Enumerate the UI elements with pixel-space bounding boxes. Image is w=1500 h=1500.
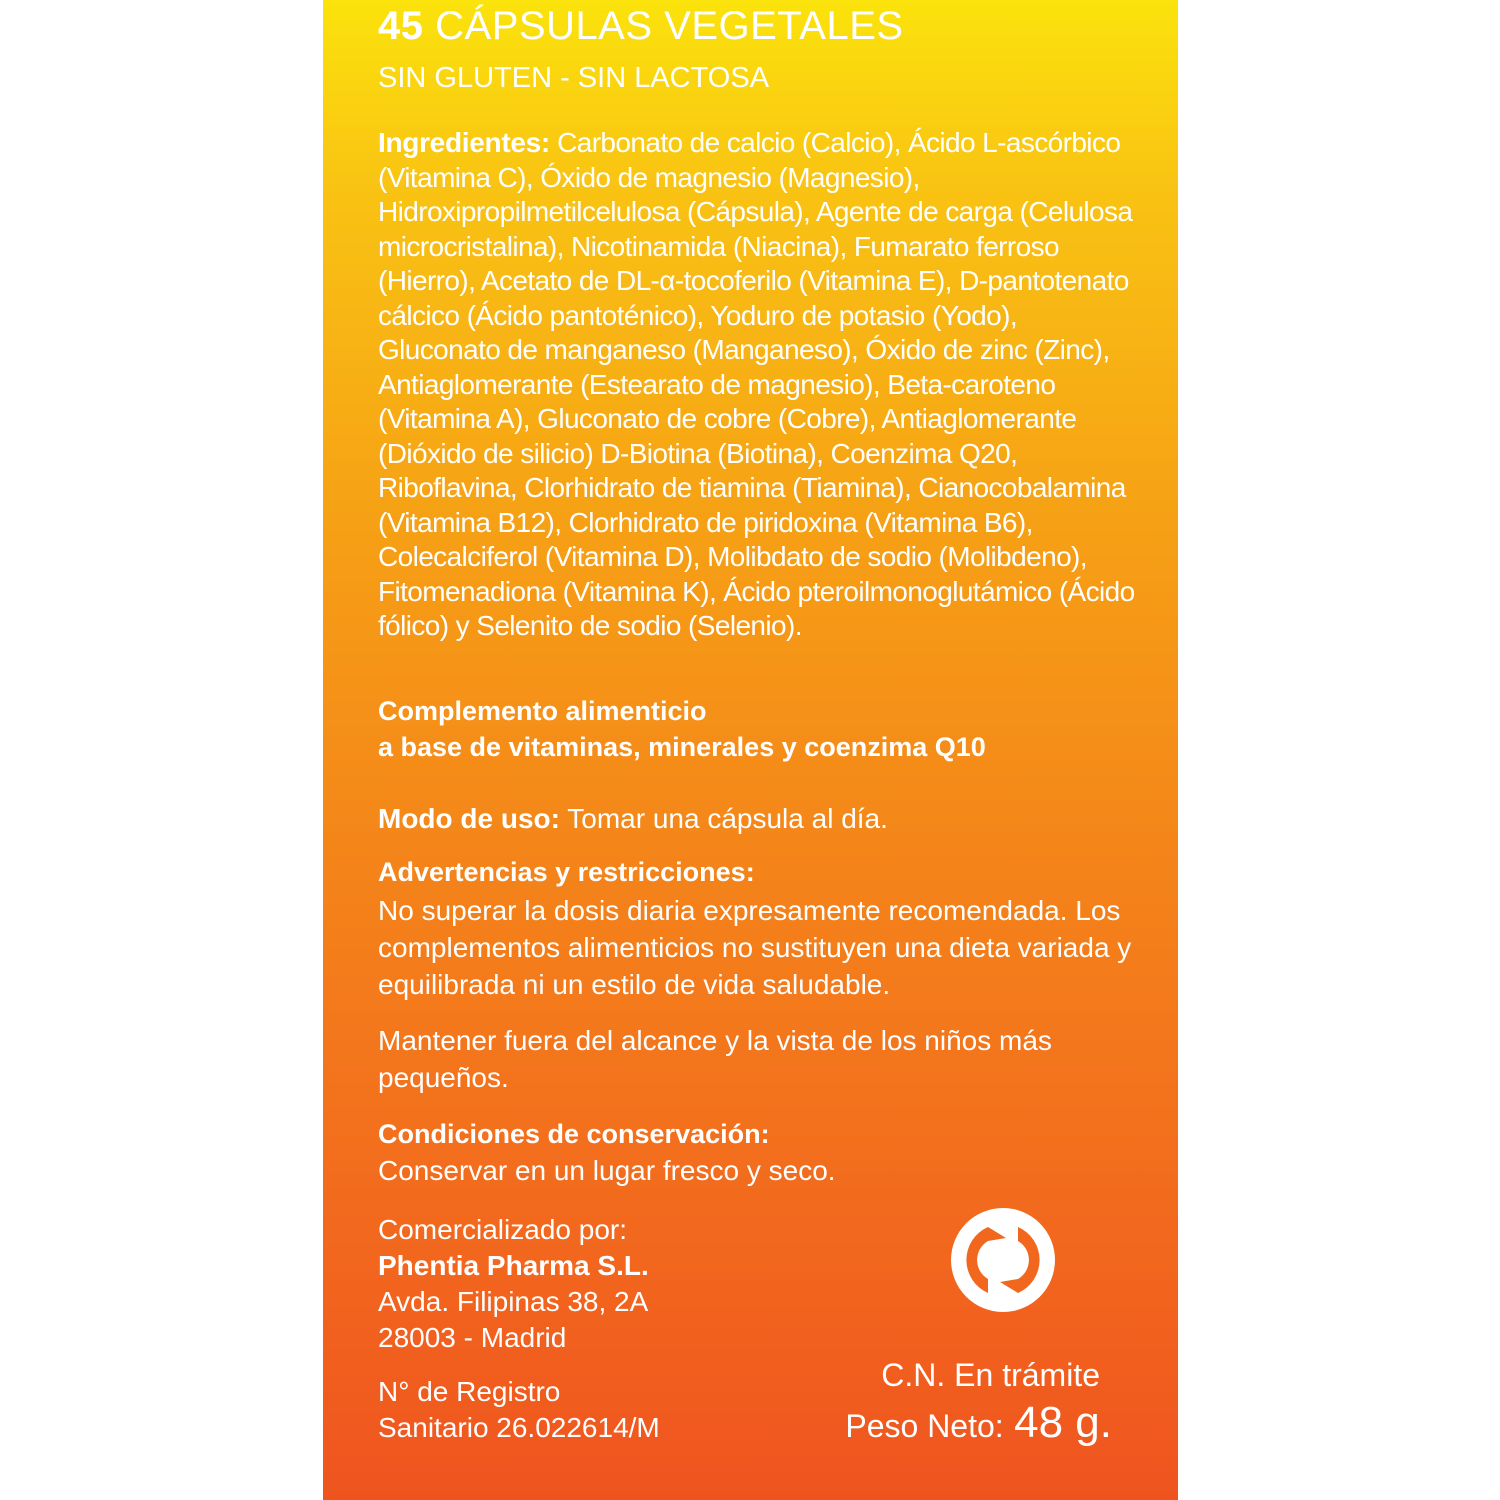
distributor-address-2: 28003 - Madrid (378, 1322, 567, 1353)
ingredients-block (378, 126, 1138, 644)
distributor-address-1: Avda. Filipinas 38, 2A (378, 1286, 649, 1317)
usage-block (378, 800, 1138, 837)
product-label-panel (323, 0, 1178, 1500)
distributor-company: Phentia Pharma S.L. (378, 1250, 649, 1281)
registration-line-1: N° de Registro (378, 1376, 561, 1407)
product-subtitle: SIN GLUTEN - SIN LACTOSA (378, 62, 770, 94)
usage-label: Modo de uso: (378, 803, 560, 834)
ingredients-label: Ingredientes: (378, 127, 550, 158)
registration-line-2: Sanitario 26.022614/M (378, 1412, 660, 1443)
warnings-text: No superar la dosis diaria expresamente recomendada. Los complementos alimenticios no sustituyen una dieta variada y equilibrada ni un estilo de vida saludable. (378, 895, 1132, 1000)
supplement-line-1: Complemento alimenticio (378, 696, 707, 726)
supplement-line-2: a base de vitaminas, minerales y coenzima Q10 (378, 732, 986, 762)
cn-code: C.N. En trámite (881, 1357, 1100, 1393)
usage-text: Tomar una cápsula al día. (567, 803, 888, 834)
supplement-description (378, 693, 986, 765)
title-text: CÁPSULAS VEGETALES (435, 4, 904, 48)
net-weight-label: Peso Neto: (845, 1408, 1004, 1444)
capsule-count: 45 (378, 4, 424, 48)
storage-heading: Condiciones de conservación: (378, 1119, 770, 1149)
product-title (378, 4, 904, 48)
ingredients-text: Carbonato de calcio (Calcio), Ácido L-ascórbico (Vitamina C), Óxido de magnesio (Magnesio), Hidroxipropilmetilcelulosa (Cápsula), Agente de carga (Celulosa microcristalina), Nicotinamida (Niacina), Fumarato ferroso (Hierro), Acetato de DL-α-tocoferilo (Vitamina E), D-pantotenato cálcico (Ácido pantoténico), Yoduro de potasio (Yodo), Gluconato de manganeso (Manganeso), Óxido de zinc (Zinc), Antiaglomerante (Estearato de magnesio), Beta-caroteno (Vitamina A), Gluconato de cobre (Cobre), Antiaglomerante (Dióxido de silicio) D-Biotina (Biotina), Coenzima Q20, Riboflavina, Clorhidrato de tiamina (Tiamina), Cianocobalamina (Vitamina B12), Clorhidrato de piridoxina (Vitamina B6), Colecalciferol (Vitamina D), Molibdato de sodio (Molibdeno), Fitomenadiona (Vitamina K), Ácido pteroilmonoglutámico (Ácido fólico) y Selenito de sodio (Selenio). (378, 127, 1135, 641)
green-dot-recycle-icon (948, 1205, 1058, 1315)
warnings-heading: Advertencias y restricciones: (378, 857, 755, 887)
storage-text: Conservar en un lugar fresco y seco. (378, 1155, 836, 1186)
net-weight-value: 48 g. (1014, 1398, 1112, 1447)
keep-away-text: Mantener fuera del alcance y la vista de los niños más pequeños. (378, 1025, 1052, 1093)
distributor-label: Comercializado por: (378, 1214, 627, 1245)
net-weight (845, 1398, 1112, 1448)
